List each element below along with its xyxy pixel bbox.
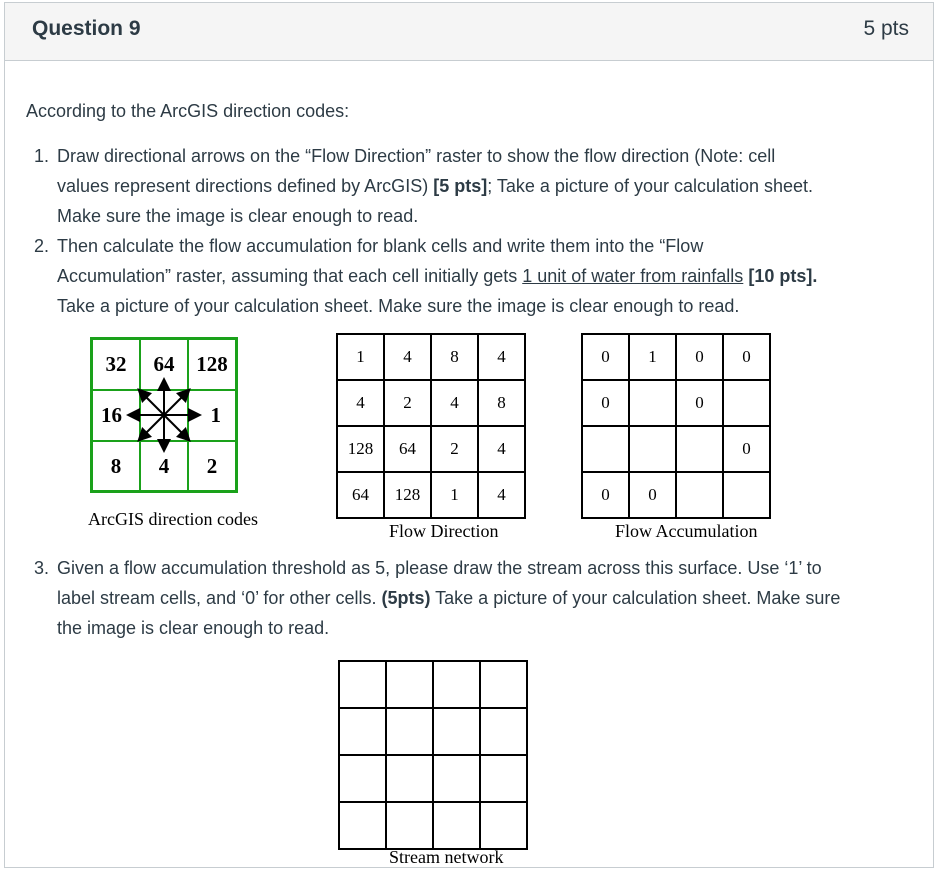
direction-code-center-cell [139,389,189,442]
grid-cell [629,426,676,472]
flow-direction-caption: Flow Direction [389,521,499,541]
grid-cell [433,708,480,755]
stream-network-caption: Stream network [389,847,504,867]
grid-cell [339,708,386,755]
grid-row [337,334,525,380]
flow-direction-grid [336,333,526,519]
grid-cell: 0 [582,472,629,518]
grid-cell [386,802,433,849]
grid-cell [339,755,386,802]
grid-cell: 1 [337,334,384,380]
grid-cell [723,380,770,426]
item-line: label stream cells, and ‘0’ for other cells. (5pts) Take a picture of your calculation sheet. Make sure [57,588,841,608]
grid-cell: 8 [431,334,478,380]
direction-codes-grid [90,337,238,493]
question-points: 5 pts [863,17,909,40]
grid-row [339,802,527,849]
direction-code-cell: 16 [91,389,141,442]
grid-row [339,661,527,708]
grid-cell [433,755,480,802]
grid-cell: 4 [478,334,525,380]
grid-cell: 1 [431,472,478,518]
direction-code-cell: 64 [139,338,189,391]
flow-accumulation-caption: Flow Accumulation [615,521,758,541]
grid-cell [480,708,527,755]
grid-cell [629,380,676,426]
item-number: 3. [34,558,50,578]
grid-cell [433,661,480,708]
grid-cell [339,802,386,849]
grid-row [582,426,770,472]
grid-cell: 128 [337,426,384,472]
grid-cell: 0 [629,472,676,518]
grid-cell: 0 [676,334,723,380]
grid-cell: 2 [384,380,431,426]
grid-cell [339,661,386,708]
item-number: 1. [34,146,50,166]
grid-row [582,472,770,518]
item-line: Draw directional arrows on the “Flow Direction” raster to show the flow direction (Note: cell [57,146,776,166]
stream-network-grid [338,660,528,850]
item-line: Then calculate the flow accumulation for blank cells and write them into the “Flow [57,236,704,256]
item-line: values represent directions defined by ArcGIS) [5 pts]; Take a picture of your calculation sheet. [57,176,814,196]
grid-cell [480,802,527,849]
grid-cell: 0 [582,334,629,380]
item-line: Given a flow accumulation threshold as 5, please draw the stream across this surface. Use ‘1’ to [57,558,822,578]
direction-code-cell: 1 [187,389,237,442]
grid-row [339,755,527,802]
grid-cell: 4 [431,380,478,426]
grid-row [337,380,525,426]
question-title: Question 9 [32,17,141,40]
grid-cell: 4 [478,426,525,472]
direction-code-cell: 128 [187,338,237,391]
points-label: [10 pts] [748,266,813,286]
direction-code-cell: 2 [187,440,237,493]
points-label: (5pts) [381,588,431,608]
grid-cell: 0 [723,334,770,380]
grid-cell: 0 [582,380,629,426]
grid-cell: 64 [384,426,431,472]
grid-row [582,380,770,426]
grid-cell: 128 [384,472,431,518]
direction-code-cell: 8 [91,440,141,493]
direction-code-cell: 4 [139,440,189,493]
item-number: 2. [34,236,50,256]
grid-cell: 2 [431,426,478,472]
underlined-phrase: 1 unit of water from rainfalls [522,266,744,286]
grid-row [339,708,527,755]
grid-cell: 1 [629,334,676,380]
grid-cell: 4 [384,334,431,380]
grid-cell: 0 [676,380,723,426]
item-line: Accumulation” raster, assuming that each cell initially gets 1 unit of water from rainfalls [10 pts]. [57,266,818,286]
item-line: Take a picture of your calculation sheet. Make sure the image is clear enough to read. [57,296,740,316]
item-line: the image is clear enough to read. [57,618,330,638]
grid-cell [480,661,527,708]
grid-cell: 0 [723,426,770,472]
direction-code-cell: 32 [91,338,141,391]
grid-cell: 4 [478,472,525,518]
grid-row [337,426,525,472]
grid-cell: 4 [337,380,384,426]
grid-cell [386,755,433,802]
grid-cell: 64 [337,472,384,518]
item-line: Make sure the image is clear enough to read. [57,206,419,226]
direction-codes-caption: ArcGIS direction codes [88,509,258,529]
grid-cell [386,708,433,755]
grid-cell [480,755,527,802]
flow-accumulation-grid [581,333,771,519]
grid-cell [582,426,629,472]
grid-cell [676,426,723,472]
grid-cell [386,661,433,708]
grid-cell [676,472,723,518]
grid-cell [433,802,480,849]
grid-row [337,472,525,518]
intro-text: According to the ArcGIS direction codes: [26,101,350,121]
points-label: [5 pts] [433,176,488,196]
grid-row [582,334,770,380]
question-header [5,3,933,61]
grid-cell: 8 [478,380,525,426]
grid-cell [723,472,770,518]
